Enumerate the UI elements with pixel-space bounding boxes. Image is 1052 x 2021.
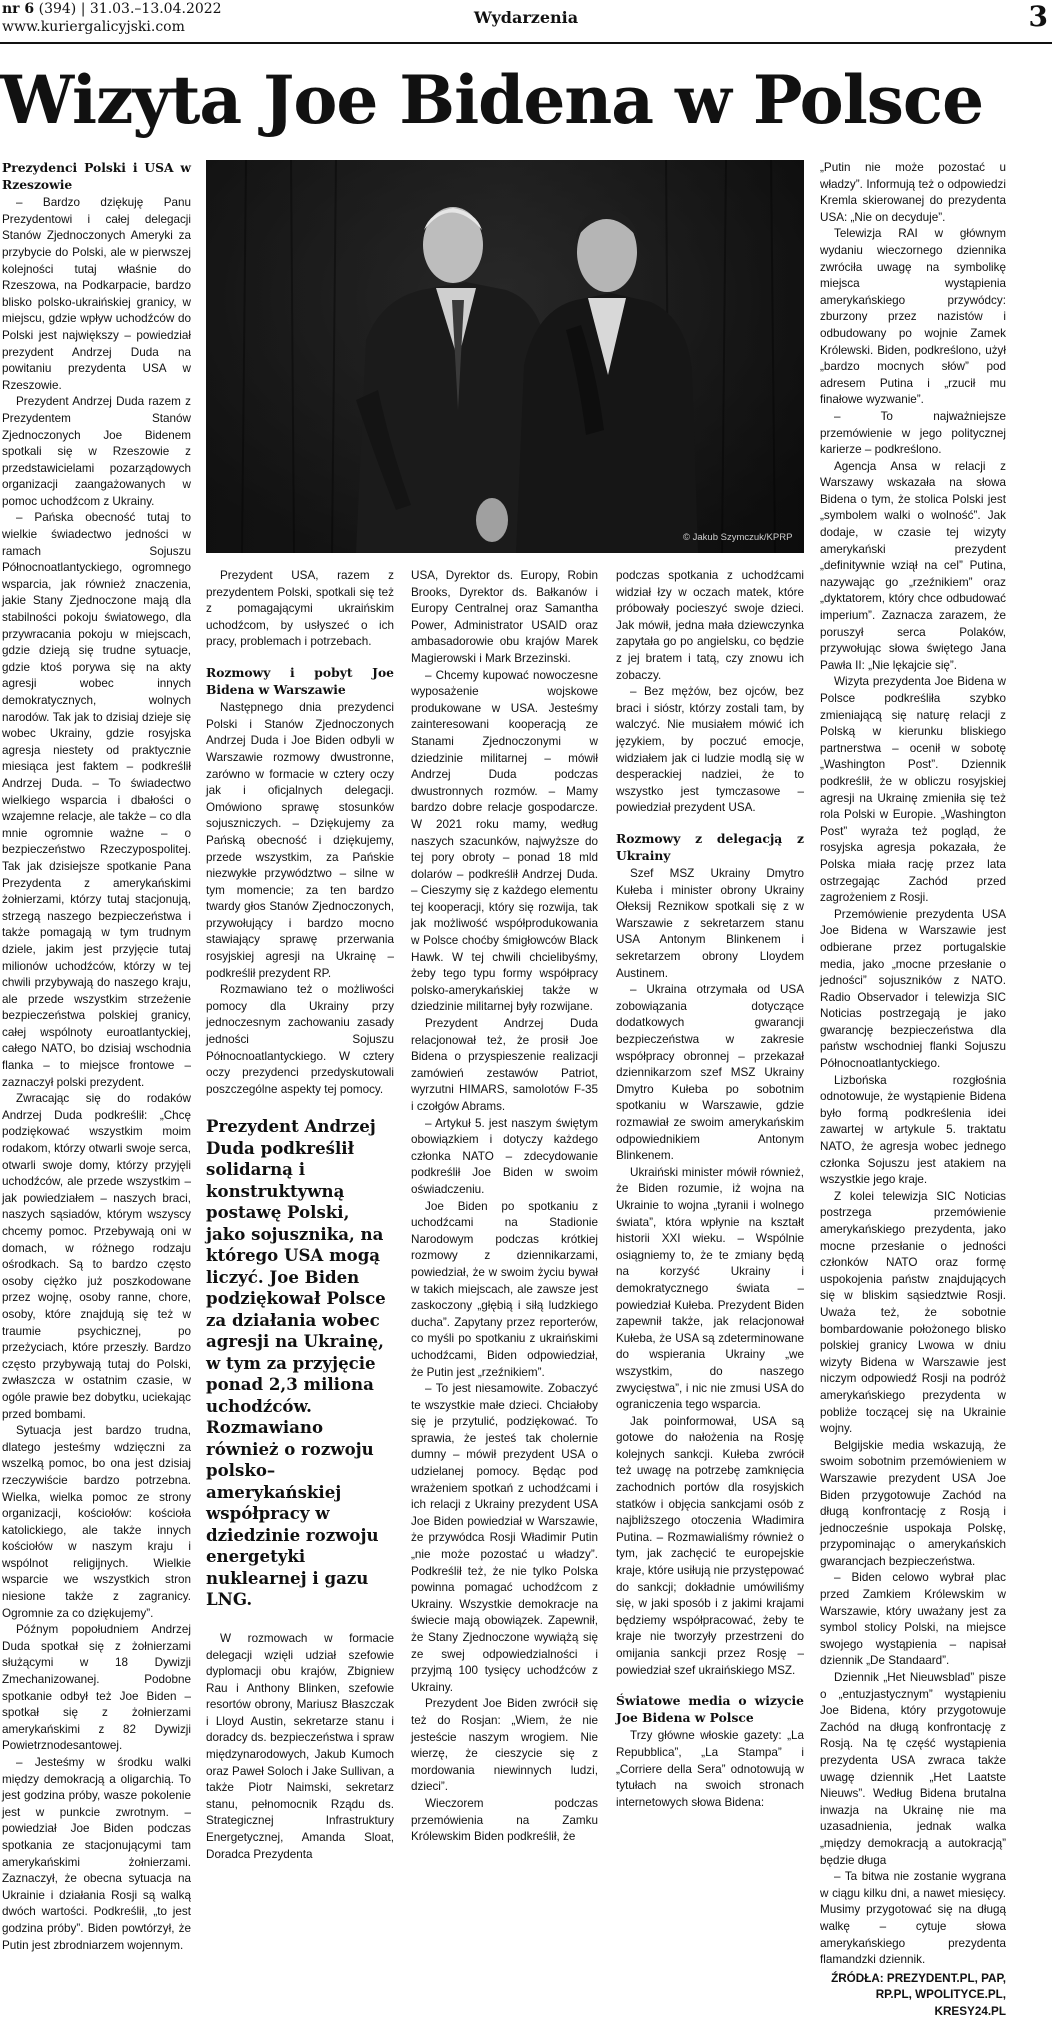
paragraph: – Biden celowo wybrał plac przed Zamkiem Królewskim w Warszawie, który uważany jest za symbol stolicy Polski, na miejsce swojego wystąpienia – napisał dziennik „De Standaard”. <box>820 1571 1006 1668</box>
column-5 <box>820 160 1006 2018</box>
section-name: Wydarzenia <box>473 8 579 27</box>
paragraph: Belgijskie media wskazują, że swoim sobotnim przemówieniem w Warszawie prezydent USA Joe Biden przygotowuje Zachód na długą konfrontację z Rosją i jednocześnie uspokaja Polskę, przypominając o amerykańskich gwarancjach bezpieczeństwa. <box>820 1438 1006 1568</box>
paragraph: – Jesteśmy w środku walki między demokracją a oligarchią. To jest godzina próby, wasze pokolenie jest w punkcie zwrotnym. – powiedział Joe Biden podczas spotkania ze stacjonującymi tam amerykańskimi żołnierzami. Zaznaczył, że obecna sytuacja na Ukrainie i działania Rosji są walką dwóch wartości. Podkreślił, „to jest godzina próby”. Biden powtórzył, że Putin jest zbrodniarzem wojennym. <box>2 1756 191 1952</box>
paragraph: USA, Dyrektor ds. Europy, Robin Brooks, Dyrektor ds. Bałkanów i Europy Centralnej oraz Samantha Power, Administrator USAID oraz ambasadorowie obu krajów Marek Magierowski i Mark Brzezinski. <box>411 569 598 665</box>
section-heading-ukraine-delegation: Rozmowy z delegacją z Ukrainy <box>616 830 804 863</box>
pull-quote: Prezydent Andrzej Duda podkreślił solidarną i konstruktywną postawę Polski, jako sojusznika, na którego USA mogą liczyć. Joe Biden podziękował Polsce za działania wobec agresji na Ukrainę, w tym za przyjęcie ponad 2,3 miliona uchodźców. Rozmawiano również o rozwoju polsko–amerykańskiej współpracy w dziedzinie rozwoju energetyki nuklearnej i gazu LNG. <box>206 1116 386 1610</box>
page-header <box>0 0 1052 44</box>
paragraph: Telewizja RAI w głównym wydaniu wieczornego dziennika zwróciła uwagę na symbolikę miejsca wystąpienia amerykańskiego przywódcy: zburzony przez nazistów i odbudowany po wojnie Zamek Królewski. Biden, podkreślono, użył „bardzo mocnych słów” pod adresem Putina i „rzucił mu finałowe wyzwanie”. <box>820 227 1006 407</box>
paragraph: Joe Biden po spotkaniu z uchodźcami na Stadionie Narodowym podczas krótkiej rozmowy z dziennikarzami, powiedział, że w swoim życiu bywał w takich miejscach, ale zawsze jest zaskoczony „głębią i siłą ludzkiego ducha”. Zapytany przez reporterów, co myśli po spotkaniu z ukraińskimi uchodźcami, Biden odpowiedział, że Putin jest „rzeźnikiem”. <box>411 1199 598 1379</box>
website-link[interactable]: www.kuriergalicyjski.com <box>2 19 185 35</box>
paragraph: Sytuacja jest bardzo trudna, dlatego jesteśmy wdzięczni za wszelką pomoc, bo ona jest dzisiaj rzeczywiście bardzo potrzebna. Wielka, wielka pomoc ze strony organizacji, kościołów: kościoła katolickiego, ale także innych kościołów w naszym kraju i wspólnot religijnych. Wielkie wsparcie we wszystkich stron niesione także z zagranicy. Ogromnie za co dziękujemy”. <box>2 1424 191 1620</box>
paragraph: – Artykuł 5. jest naszym świętym obowiązkiem i dotyczy każdego członka NATO – zdecydowanie podkreślił Joe Biden w swoim oświadczeniu. <box>411 1116 598 1196</box>
paragraph: – To jest niesamowite. Zobaczyć te wszystkie małe dzieci. Chciałoby się je przytulić, podziękować. To sprawia, że jesteś tak cholernie dumny – mówił prezydent USA o udzielanej pomocy. Będąc pod wrażeniem spotkań z uchodźcami i ich relacji z Ukrainy prezydent USA Joe Biden powiedział w Warszawie, że przywódca Rosji Władimir Putin „nie może pozostać u władzy”. Podkreślił też, że nie tylko Polska powinna pomagać uchodźcom z Ukrainy. Wszystkie demokracje na świecie mają obowiązek. Zapewnił, że Stany Zjednoczone wywiążą się ze swej odpowiedzialności i przyjmą 100 tysięcy uchodźców z Ukrainy. <box>411 1382 598 1694</box>
paragraph: Przemówienie prezydenta USA Joe Bidena w Warszawie jest odbierane przez portugalskie media, jako „mocne przesłanie o jedności” sojuszników z NATO. Radio Observador i telewizja SIC Noticias postrzegają je jako gwarancję bezpieczeństwa dla państw wschodniej flanki Sojuszu Północnoatlantyckiego. <box>820 907 1006 1071</box>
page-number: 3 <box>1028 0 1048 33</box>
section-heading-world-media: Światowe media o wizycie Joe Bidena w Polsce <box>616 1693 804 1725</box>
issue-number: nr 6 <box>2 1 35 17</box>
paragraph: Prezydent Joe Biden zwrócił się też do Rosjan: „Wiem, że nie jesteście naszym wrogiem. Nie wierzę, że cieszycie się z mordowania niewinnych ludzi, dzieci”. <box>411 1697 598 1794</box>
paragraph: Następnego dnia prezydenci Polski i Stanów Zjednoczonych Andrzej Duda i Joe Biden odbyli w Warszawie rozmowy dwustronne, zarówno w formacie w cztery oczy jak i oficjalnych delegacji. Omówiono sprawę stosunków sojuszniczych. – Dziękujemy za Pańską obecność i dziękujemy, przede wszystkim, za Pańskie niezwykłe przywództwo – silne w tym momencie; za ten bardzo twardy głos Stanów Zjednoczonych, przywołujący i bardzo mocno stawiający sprawę przerwania rosyjskiej agresji na Ukrainę – podkreślił prezydent RP. <box>206 701 394 980</box>
paragraph: – Bez mężów, bez ojców, bez braci i sióstr, którzy zostali tam, by walczyć. Nie musiałem mówić ich językiem, by poczuć emocje, widziałem jak ci ludzie modlą się w desperackiej nadziei, że to wszystko jest tymczasowe – powiedział prezydent USA. <box>616 685 804 815</box>
paragraph: – Bardzo dziękuję Panu Prezydentowi i całej delegacji Stanów Zjednoczonych Ameryki za przybycie do Polski, ale w pierwszej kolejności tutaj właśnie do Rzeszowa, na Podkarpacie, bardzo blisko polsko-ukraińskiej granicy, w miejscu, gdzie wpływ uchodźców do Polski jest największy – powiedział prezydent Andrzej Duda na powitaniu prezydenta USA w Rzeszowie. <box>2 196 191 392</box>
paragraph: Agencja Ansa w relacji z Warszawy wskazała na słowa Bidena o tym, że stolica Polski jest „symbolem walki o wolność”. Jak dodaje, w czasie tej wizyty amerykański prezydent „definitywnie wziął na cel” Putina, nazywając go „rzeźnikiem” oraz „dyktatorem, który chce odbudować imperium”. Zaznacza zarazem, że poruszył serca Polaków, przywołując słowa świętego Jana Pawła II: „Nie lękajcie się”. <box>820 459 1006 672</box>
paragraph: Prezydent Andrzej Duda razem z Prezydentem Stanów Zjednoczonych Joe Bidenem spotkali się w Rzeszowie z przedstawicielami pozarządowych organizacji zaangażowanych w pomoc uchodźcom z Ukrainy. <box>2 395 191 508</box>
paragraph: Rozmawiano też o możliwości pomocy dla Ukrainy przy jednoczesnym zachowaniu zasady jedności Sojuszu Północnoatlantyckiego. W cztery oczy prezydenci przedyskutowali poszczególne aspekty tej pomocy. <box>206 983 394 1096</box>
paragraph: – Chcemy kupować nowoczesne wyposażenie wojskowe produkowane w USA. Jesteśmy zainteresowani kooperacją ze Stanami Zjednoczonymi w dziedzinie militarnej – mówił Andrzej Duda podczas dwustronnych rozmów. – Mamy bardzo dobre relacje gospodarcze. W 2021 roku mamy, według naszych szacunków, najwyższe do tej pory obroty – ponad 18 mld dolarów – podkreślił Andrzej Duda. – Cieszymy się z każdego elementu tej kooperacji, który się rozwija, tak jak możliwość współprodukowania w Polsce choćby śmigłowców Black Hawk. W tej chwili chcielibyśmy, żeby tego typu formy współpracy polsko-amerykańskiej także w dziedzinie militarnej były rozwijane. <box>411 668 598 1014</box>
paragraph: Jak poinformował, USA są gotowe do nałożenia na Rosję kolejnych sankcji. Kułeba zwrócił też uwagę na potrzebę zamknięcia zachodnich portów dla rosyjskich statków i objęcia sankcjami osób z najbliższego otoczenia Władimira Putina. – Rozmawialiśmy również o tym, jak zachęcić te europejskie kraje, które usiłują nie przystępować do sankcji; dokładnie umówiliśmy się, w jaki sposób i z jakimi krajami będziemy współpracować, żeby te kraje nie tworzyły przestrzeni do omijania sankcji przez Rosję – powiedział szef ukraińskiego MSZ. <box>616 1414 804 1677</box>
column-3 <box>411 568 598 1844</box>
column-1 <box>2 160 191 1952</box>
paragraph: – To najważniejsze przemówienie w jego politycznej karierze – podkreślono. <box>820 409 1006 457</box>
paragraph: Prezydent Andrzej Duda relacjonował też, że prosił Joe Bidena o przyspieszenie realizacji zamówień zestawów Patriot, wyrzutni HIMARS, samolotów F-35 i czołgów Abrams. <box>411 1017 598 1113</box>
paragraph: Zwracając się do rodaków Andrzej Duda podkreślił: „Chcę podziękować wszystkim moim rodakom, którzy otwarli swoje serca, otwarli swoje domy, którzy przyjęli uchodźców, ale przede wszystkim – jak powiedziałem – naszych braci, naszych sąsiadów, którym wszyscy chcemy pomoc. Przebywają oni w domach, w różnego rodzaju ośrodkach. Są to bardzo często osoby ciężko już poszkodowane przez wojnę, osoby ranne, chore, osoby, które znajdują się też w traumie psychicznej, po przeżyciach, które przeszły. Bardzo często przybywają tutaj do Polski, zwłaszcza w ostatnim czasie, w ogóle prawie bez dobytku, uciekając przed bombami. <box>2 1092 191 1421</box>
paragraph: podczas spotkania z uchodźcami widział łzy w oczach matek, które próbowały pocieszyć swoje dzieci. Jak mówił, jedna mała dziewczynka zapytała go po angielsku, co będzie z jej bratem i tatą, czy znowu ich zobaczy. <box>616 569 804 682</box>
photo-credit: © Jakub Szymczuk/KPRP <box>683 532 793 543</box>
issue-dates: (394) | 31.03.–13.04.2022 <box>38 1 222 17</box>
paragraph: W rozmowach w formacie delegacji wzięli udział szefowie dyplomacji obu krajów, Zbigniew Rau i Anthony Blinken, szefowie resortów obrony, Mariusz Błaszczak i Lloyd Austin, sekretarze stanu i doradcy ds. bezpieczeństwa i spraw międzynarodowych, Jakub Kumoch oraz Paweł Soloch i Jake Sullivan, a także Piotr Naimski, sekretarz stanu, pełnomocnik Rządu ds. Strategicznej Infrastruktury Energetycznej, Amanda Sloat, Doradca Prezydenta <box>206 1631 394 1861</box>
column-2 <box>206 568 394 1861</box>
paragraph: Z kolei telewizja SIC Noticias postrzega przemówienie amerykańskiego prezydenta, jako mocne przesłanie o jedności członków NATO oraz formę uspokojenia państw znajdujących się w bliskim sąsiedztwie Rosji. Uważa też, że sobotnie bombardowanie położonego blisko polskiej granicy Lwowa w dniu wizyty Bidena w Warszawie jest niczym odpowiedź Rosji na podróż amerykańskiego prezydenta w pobliże toczącej się na Ukrainie wojny. <box>820 1189 1006 1436</box>
paragraph: Trzy główne włoskie gazety: „La Repubblica”, „La Stampa” i „Corriere della Sera” odnotowują w tytułach na swoich stronach internetowych słowa Bidena: <box>616 1729 804 1809</box>
paragraph: „Putin nie może pozostać u władzy”. Informują też o odpowiedzi Kremla skierowanej do prezydenta USA: „Nie on decyduje”. <box>820 161 1006 224</box>
section-heading-warsaw: Rozmowy i pobyt Joe Bidena w Warszawie <box>206 664 394 697</box>
paragraph: Prezydent USA, razem z prezydentem Polski, spotkali się też z pomagającymi ukraińskim uchodźcom, by usłyszeć o ich pracy, problemach i potrzebach. <box>206 569 394 649</box>
paragraph: Wieczorem podczas przemówienia na Zamku Królewskim Biden podkreślił, że <box>411 1796 598 1844</box>
paragraph: Lizbońska rozgłośnia odnotowuje, że wystąpienie Bidena było formą podkreślenia idei zawartej w artykule 5. traktatu NATO, że agresja wobec jednego członka Sojuszu jest atakiem na wszystkie jego kraje. <box>820 1073 1006 1187</box>
paragraph: – Ukraina otrzymała od USA zobowiązania dotyczące dodatkowych gwarancji bezpieczeństwa w zakresie współpracy obronnej – przekazał dziennikarzom szef MSZ Ukrainy Dmytro Kułeba po sobotnim spotkaniu w Warszawie, gdzie rozmawiał ze swoim amerykańskim odpowiednikiem Antonym Blinkenem. <box>616 983 804 1163</box>
column-4 <box>616 568 804 1809</box>
article-title: Wizyta Joe Bidena w Polsce <box>0 61 984 139</box>
paragraph: Szef MSZ Ukrainy Dmytro Kułeba i minister obrony Ukrainy Ołeksij Reznikow spotkali się z w Warszawie z sekretarzem stanu USA Antonym Blinkenem i sekretarzem obrony Lloydem Austinem. <box>616 867 804 980</box>
article-photo <box>206 160 804 553</box>
paragraph: – Pańska obecność tutaj to wielkie świadectwo jedności w ramach Sojuszu Północnoatlantyckiego, ogromnego wsparcia, jak również znaczenia, jakie Stany Zjednoczone mają dla stabilności pokoju światowego, dla przywracania pokoju w miejscach, gdzie dzieją się trudne sytuacje, gdzie ktoś porywa się na akty agresji wobec innych demokratycznych, wolnych narodów. Tak jak to dzisiaj dzieje się wobec Ukrainy, gdzie rosyjska agresja niestety od praktycznie miesiąca jest faktem – podkreślił Andrzej Duda. – To świadectwo wielkiego wsparcia i dbałości o wzajemne relacje, ale także – co dla mnie ogromnie ważne – o bezpieczeństwo Rzeczypospolitej. Tak jak dzisiejsze spotkanie Pana Prezydenta z amerykańskimi żołnierzami, którzy tutaj stacjonują, strzegą naszego bezpieczeństwa i także pomagają w tym trudnym dziele, jakim jest przyjęcie tutaj milionów uchodźców, którzy w tej chwili przybywają do naszego kraju, ale przede wszystkim strzeżenie bezpieczeństwa polskiej granicy, całej wspólnoty euroatlantyckiej, całego NATO, bo dzisiaj wschodnia flanka – to miejsce frontowe – zaznaczył polski prezydent. <box>2 511 191 1089</box>
paragraph: Ukraiński minister mówił również, że Biden rozumie, iż wojna na Ukrainie to wojna „tyranii i wolnego świata”, która wpłynie na kształt historii XXI wieku. – Wspólnie osiągniemy to, że te zmiany będą na korzyść Ukrainy i demokratycznego świata – powiedział Kułeba. Prezydent Biden zapewnił także, jak relacjonował Kułeba, że USA są zdeterminowane do wspierania Ukrainy „we wszystkim, do naszego zwycięstwa”, i nic nie zmusi USA do ograniczenia tego wsparcia. <box>616 1165 804 1412</box>
paragraph: – Ta bitwa nie zostanie wygrana w ciągu kilku dni, a nawet miesięcy. Musimy przygotować się na długą walkę – cytuje słowa amerykańskiego prezydenta flamandzki dziennik. <box>820 1870 1006 1967</box>
paragraph: Późnym popołudniem Andrzej Duda spotkał się z żołnierzami służącymi w 18 Dywizji Zmechanizowanej. Podobne spotkanie odbył też Joe Biden – spotkał się z żołnierzami amerykańskimi z 82 Dywizji Powietrznodesantowej. <box>2 1623 191 1753</box>
sources-line: ŹRÓDŁA: PREZYDENT.PL, PAP, RP.PL, WPOLITYCE.PL, KRESY24.PL <box>831 1971 1006 2018</box>
paragraph: Dziennik „Het Nieuwsblad” pisze o „entuzjastycznym” wystąpieniu Joe Bidena, który przygotowuje Zachód na długą konfrontację z Rosją. Na tę część wystąpienia prezydenta USA zwraca także uwagę dziennik „Het Laatste Nieuws”. Według Bidena brutalna inwazja na Ukrainę nie ma uzasadnienia, jednak walka „między demokracją a autokracją” będzie długa <box>820 1671 1006 1867</box>
photo-biden-duda <box>206 160 804 553</box>
paragraph: Wizyta prezydenta Joe Bidena w Polsce podkreśliła szybko zmieniającą się naturę relacji z Polską w kierunku bliskiego partnerstwa – ocenił w sobotę „Washington Post”. Dziennik podkreślił, że w obliczu rosyjskiej agresji na Ukrainę zmieniła się też rola Polski w Europie. „Washington Post” wyraża też pogląd, że rosyjska agresja pokazała, że Polska miała rację przez lata ostrzegając Zachód przed zagrożeniem z Rosji. <box>820 675 1006 905</box>
section-heading-rzeszow: Prezydenci Polski i USA w Rzeszowie <box>2 160 191 192</box>
